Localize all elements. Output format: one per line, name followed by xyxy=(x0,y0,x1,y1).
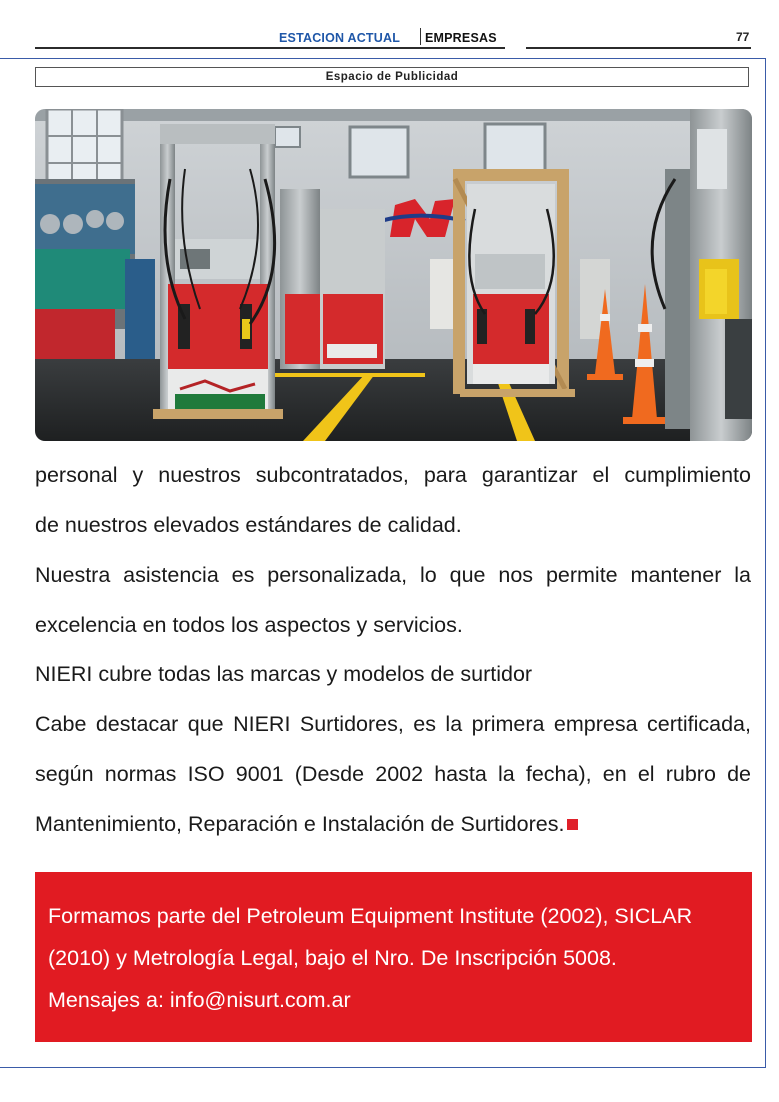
info-line-2: (2010) y Metrología Legal, bajo el Nro. De Inscripción 5008. xyxy=(48,946,617,970)
ad-space-banner: Espacio de Publicidad xyxy=(35,67,749,87)
page-frame-top xyxy=(0,58,766,59)
header-section-title: ESTACION ACTUAL xyxy=(279,31,401,45)
header-rule-left xyxy=(35,47,505,49)
header-separator xyxy=(420,28,421,45)
body-line-2: de nuestros elevados estándares de calidad. xyxy=(35,513,462,537)
body-line-6: Cabe destacar que NIERI Surtidores, es la primera empresa certificada, xyxy=(35,712,751,736)
fuel-pump-middle xyxy=(280,189,385,369)
body-line-3: Nuestra asistencia es personalizada, lo que nos permite mantener la xyxy=(35,563,751,587)
body-line-8-wrap xyxy=(35,811,751,837)
info-line-3: Mensajes a: info@nisurt.com.ar xyxy=(48,988,351,1012)
end-of-article-mark xyxy=(567,819,578,830)
header-rule-right xyxy=(526,47,751,49)
info-line-1: Formamos parte del Petroleum Equipment Institute (2002), SICLAR xyxy=(48,904,693,928)
body-line-1: personal y nuestros subcontratados, para garantizar el cumplimiento xyxy=(35,463,751,487)
page-number: 77 xyxy=(736,30,750,44)
info-box xyxy=(35,872,752,1042)
body-line-5: NIERI cubre todas las marcas y modelos de surtidor xyxy=(35,662,533,686)
workshop-photo xyxy=(35,109,752,441)
header-category: EMPRESAS xyxy=(425,31,497,45)
body-line-7: según normas ISO 9001 (Desde 2002 hasta la fecha), en el rubro de xyxy=(35,762,751,786)
body-line-8: Mantenimiento, Reparación e Instalación de Surtidores. xyxy=(35,812,565,836)
page-frame-right xyxy=(765,58,766,1068)
body-line-4: excelencia en todos los aspectos y servicios. xyxy=(35,613,463,637)
page-frame-bottom xyxy=(0,1067,766,1068)
